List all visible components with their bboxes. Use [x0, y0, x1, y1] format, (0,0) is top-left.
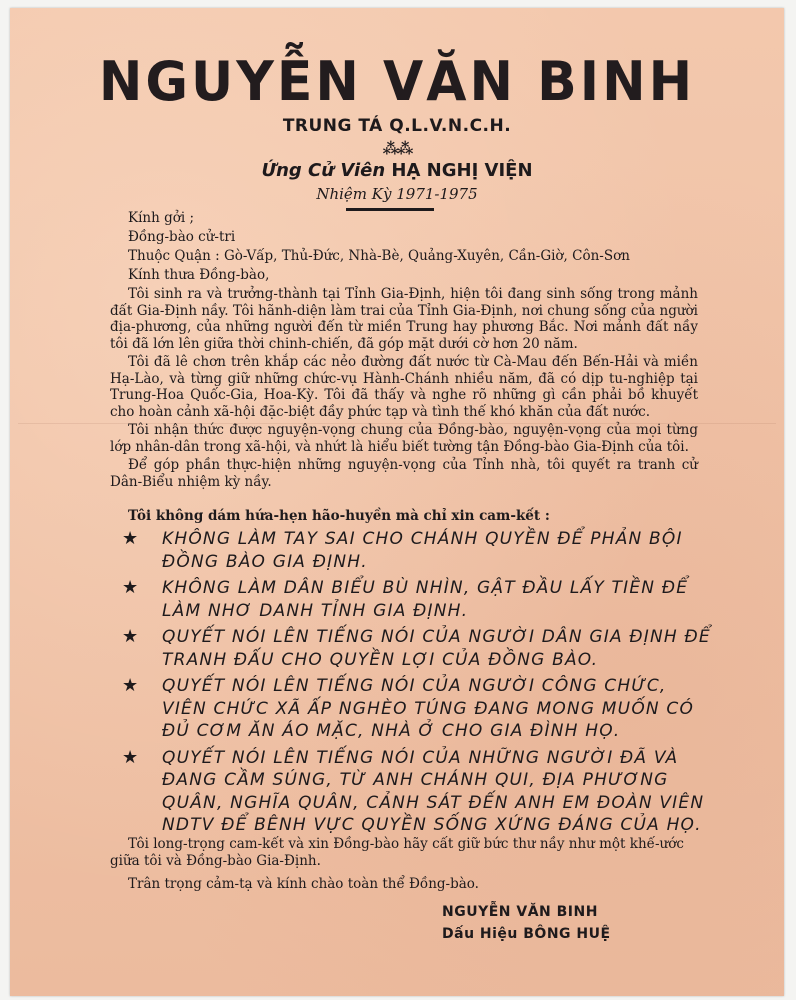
- letter-body: [110, 286, 698, 492]
- closing-block: [110, 836, 700, 899]
- star-icon: ★: [122, 626, 139, 647]
- star-icon: ★: [122, 746, 139, 768]
- pledge-text: QUYẾT NÓI LÊN TIẾNG NÓI CỦA NHỮNG NGƯỜI ĐÃ VÀ ĐANG CẦM SÚNG, TỪ ANH CHÁNH QUI, ĐỊA PHƯƠNG QUÂN, NGHĨA QUÂN, CẢNH SÁT ĐẾN ANH EM ĐOÀN VIÊN NDTV ĐỂ BÊNH VỰC QUYỀN SỐNG XỨNG ĐÁNG CỦA HỌ.: [162, 747, 705, 835]
- candidacy-line: [10, 160, 784, 181]
- emblem-name: BÔNG HUỆ: [523, 926, 611, 942]
- greeting-line-4: Kính thưa Đồng-bào,: [128, 267, 270, 283]
- candidate-name-title: NGUYỄN VĂN BINH: [98, 50, 696, 114]
- closing-paragraph: Trân trọng cảm-tạ và kính chào toàn thể Đồng-bào.: [128, 876, 479, 892]
- greeting-line-2: Đồng-bào cử-tri: [128, 229, 236, 245]
- pledge-text: KHÔNG LÀM DÂN BIỂU BÙ NHÌN, GẬT ĐẦU LẤY TIỀN ĐỂ LÀM NHƠ DANH TỈNH GIA ĐỊNH.: [162, 578, 689, 621]
- closing-paragraph: Tôi long-trọng cam-kết và xin Đồng-bào hãy cất giữ bức thư nầy như một khế-ước giữa tôi và Đồng-bào Gia-Định.: [110, 836, 684, 869]
- pledge-text: QUYẾT NÓI LÊN TIẾNG NÓI CỦA NGƯỜI DÂN GIA ĐỊNH ĐỂ TRANH ĐẤU CHO QUYỀN LỢI CỦA ĐỒNG BÀO.: [162, 627, 711, 670]
- candidacy-prefix: Ứng Cử Viên: [261, 160, 392, 181]
- pledge-list: [122, 528, 712, 841]
- emblem-prefix: Dấu Hiệu: [442, 926, 524, 942]
- title-underline: [346, 208, 434, 211]
- star-icon: ★: [122, 675, 139, 696]
- signature-name: NGUYỄN VĂN BINH: [442, 904, 598, 920]
- star-icon: ★: [122, 528, 139, 549]
- greeting-line-3: Thuộc Quận : Gò-Vấp, Thủ-Đức, Nhà-Bè, Quảng-Xuyên, Cần-Giờ, Côn-Sơn: [128, 248, 630, 264]
- star-icon: ★: [122, 577, 139, 598]
- pledge-text: QUYẾT NÓI LÊN TIẾNG NÓI CỦA NGƯỜI CÔNG CHỨC, VIÊN CHỨC XÃ ẤP NGHÈO TÚNG ĐANG MONG MUỐN CÓ ĐỦ CƠM ĂN ÁO MẶC, NHÀ Ở CHO GIA ĐÌNH HỌ.: [162, 676, 695, 741]
- pledge-item: [122, 528, 712, 573]
- candidacy-office: HẠ NGHỊ VIỆN: [391, 160, 533, 181]
- pledge-text: KHÔNG LÀM TAY SAI CHO CHÁNH QUYỀN ĐỂ PHẢN BỘI ĐỒNG BÀO GIA ĐỊNH.: [162, 529, 683, 572]
- paragraph: Tôi nhận thức được nguyện-vọng chung của Đồng-bào, nguyện-vọng của mọi từng lớp nhân-dân trong xã-hội, và nhứt là hiểu biết tường tận Đồng-bào Gia-Định của tôi.: [110, 422, 698, 455]
- term-line: Nhiệm Kỳ 1971-1975: [316, 185, 478, 203]
- pledge-item: [122, 675, 712, 743]
- pledge-item: [122, 747, 712, 837]
- pledge-item: [122, 577, 712, 622]
- pledge-item: [122, 626, 712, 671]
- military-rank: TRUNG TÁ Q.L.V.N.C.H.: [282, 116, 512, 136]
- election-leaflet: [10, 8, 784, 996]
- greeting-line-1: Kính gởi ;: [128, 210, 195, 226]
- paragraph: Tôi đã lê chơn trên khắp các nẻo đường đất nước từ Cà-Mau đến Bến-Hải và miền Hạ-Lào, và từng giữ những chức-vụ Hành-Chánh nhiều năm, đã có dịp tu-nghiệp tại Trung-Hoa Quốc-Gia, Hoa-Kỳ. Tôi đã thấy và nghe rõ những gì cần phải bồ khuyết cho hoàn cảnh xã-hội đặc-biệt đầy phức tạp và tình thế khó khăn của đất nước.: [110, 354, 698, 420]
- paragraph: Tôi sinh ra và trưởng-thành tại Tỉnh Gia-Định, hiện tôi đang sinh sống trong mảnh đất Gia-Định nầy. Tôi hãnh-diện làm trai của Tỉnh Gia-Định, nơi chung sống của người địa-phương, của những người đến từ miền Trung hay phương Bắc. Nơi mảnh đất nầy tôi đã lớn lên giữa thời chinh-chiến, đã góp mặt dưới cờ hơn 20 năm.: [110, 286, 698, 352]
- commitment-intro: Tôi không dám hứa-hẹn hão-huyền mà chỉ xin cam-kết :: [128, 508, 550, 524]
- ornament-icon: ⁂⁂: [382, 139, 412, 158]
- signature-emblem: [442, 926, 611, 942]
- paragraph: Để góp phần thực-hiện những nguyện-vọng của Tỉnh nhà, tôi quyết ra tranh cử Dân-Biểu nhiệm kỳ nầy.: [110, 457, 698, 490]
